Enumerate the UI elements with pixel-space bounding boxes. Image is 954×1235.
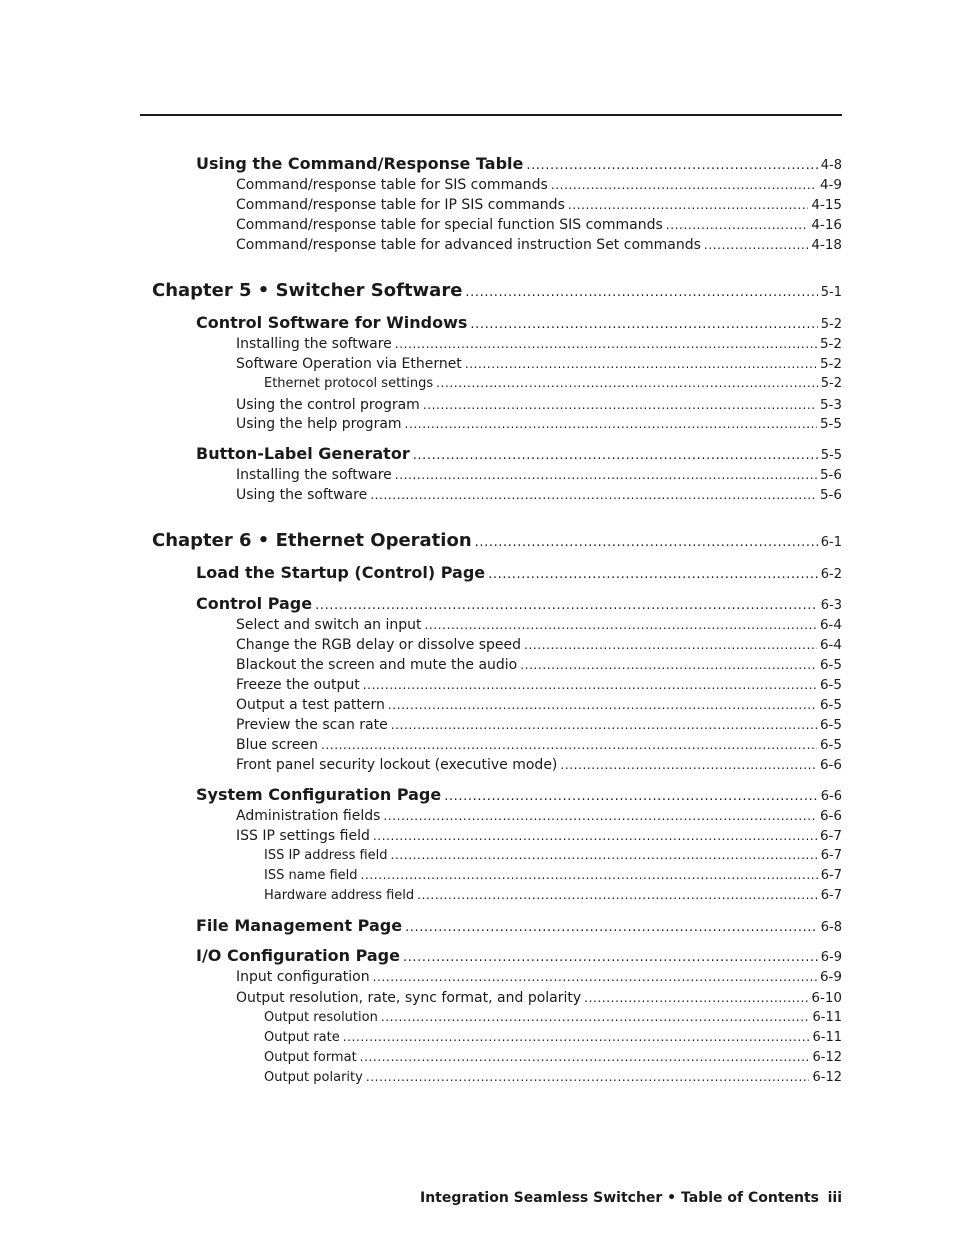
- toc-entry-page: 5-6: [819, 467, 842, 483]
- toc-entry-page: 5-5: [820, 448, 842, 463]
- toc-entry-title: Installing the software: [236, 336, 392, 352]
- toc-entry-page: 6-7: [820, 868, 842, 883]
- toc-dot-leader: [417, 888, 818, 902]
- toc-entry-page: 6-1: [820, 535, 842, 550]
- toc-entry-title: Front panel security lockout (executive mode): [236, 757, 558, 773]
- toc-entry: [236, 487, 842, 503]
- toc-entry-page: 6-5: [819, 657, 842, 673]
- toc-dot-leader: [524, 638, 817, 652]
- toc-entry-page: 6-12: [812, 1070, 842, 1085]
- header-rule: [140, 114, 842, 116]
- toc-dot-leader: [363, 678, 817, 692]
- toc-entry: [236, 197, 842, 213]
- toc-dot-leader: [488, 567, 818, 582]
- toc-entry-page: 6-5: [819, 737, 842, 753]
- toc-dot-leader: [395, 337, 817, 351]
- toc-entry-page: 6-6: [820, 789, 842, 804]
- toc-entry-page: 6-8: [820, 920, 842, 935]
- toc-entry-page: 6-4: [819, 637, 842, 653]
- footer-page-number: iii: [827, 1190, 842, 1206]
- toc-entry-page: 6-9: [820, 950, 842, 965]
- toc-entry-page: 6-4: [819, 617, 842, 633]
- toc-entry: [264, 376, 842, 391]
- toc-entry-title: Output a test pattern: [236, 697, 385, 713]
- toc-dot-leader: [526, 158, 817, 173]
- toc-entry-title: Blackout the screen and mute the audio: [236, 657, 518, 673]
- toc-entry-title: Command/response table for special function SIS commands: [236, 217, 663, 233]
- toc-entry-page: 6-6: [819, 757, 842, 773]
- toc-entry: [196, 946, 842, 965]
- footer-text: Integration Seamless Switcher • Table of Contents: [420, 1190, 820, 1206]
- toc-entry-page: 6-5: [819, 697, 842, 713]
- toc-entry-title: ISS IP address field: [264, 848, 388, 863]
- toc-entry-title: Administration fields: [236, 808, 381, 824]
- toc-dot-leader: [343, 1030, 810, 1044]
- toc-entry-page: 6-10: [811, 990, 842, 1006]
- toc-entry-title: I/O Configuration Page: [196, 946, 400, 965]
- toc-entry: [236, 237, 842, 253]
- toc-dot-leader: [403, 950, 818, 965]
- toc-entry-title: Chapter 5 • Switcher Software: [152, 280, 463, 301]
- toc-entry: [236, 217, 842, 233]
- toc-entry-page: 6-12: [812, 1050, 842, 1065]
- toc-dot-leader: [465, 357, 817, 371]
- toc-entry: [236, 416, 842, 432]
- toc-entry-title: Using the software: [236, 487, 368, 503]
- toc-entry-page: 6-11: [812, 1010, 842, 1025]
- toc-dot-leader: [315, 598, 818, 613]
- toc-entry-page: 6-7: [820, 888, 842, 903]
- toc-entry: [264, 1070, 842, 1085]
- toc-entry: [236, 177, 842, 193]
- toc-entry: [236, 677, 842, 693]
- toc-entry-title: Output resolution: [264, 1010, 378, 1025]
- toc-entry: [236, 657, 842, 673]
- toc-entry: [152, 280, 842, 301]
- toc-entry: [236, 717, 842, 733]
- toc-entry: [236, 356, 842, 372]
- toc-dot-leader: [520, 658, 817, 672]
- toc-entry-page: 6-11: [812, 1030, 842, 1045]
- toc-entry-page: 5-5: [819, 416, 842, 432]
- toc-entry: [236, 637, 842, 653]
- toc-entry-page: 5-3: [819, 397, 842, 413]
- toc-entry-title: Ethernet protocol settings: [264, 376, 434, 391]
- toc-entry-title: Command/response table for IP SIS commands: [236, 197, 565, 213]
- toc-entry-title: Blue screen: [236, 737, 318, 753]
- toc-entry-title: Output polarity: [264, 1070, 363, 1085]
- toc-dot-leader: [321, 738, 817, 752]
- toc-entry: [236, 336, 842, 352]
- toc-dot-leader: [413, 448, 818, 463]
- toc-entry: [196, 444, 842, 463]
- toc-dot-leader: [366, 1070, 810, 1084]
- toc-entry-title: Chapter 6 • Ethernet Operation: [152, 530, 472, 551]
- toc-entry-page: 5-1: [820, 285, 842, 300]
- toc-entry: [196, 785, 842, 804]
- toc-entry-page: 4-18: [811, 237, 842, 253]
- toc-entry-title: Control Software for Windows: [196, 313, 468, 332]
- toc-entry-page: 5-2: [820, 317, 842, 332]
- toc-entry-title: Using the help program: [236, 416, 402, 432]
- toc-entry: [236, 467, 842, 483]
- toc-dot-leader: [584, 991, 808, 1005]
- toc-dot-leader: [391, 848, 818, 862]
- toc-entry-title: ISS IP settings field: [236, 828, 370, 844]
- toc-entry-title: System Configuration Page: [196, 785, 442, 804]
- toc-dot-leader: [470, 317, 817, 332]
- toc-entry: [236, 757, 842, 773]
- toc-entry-title: Command/response table for SIS commands: [236, 177, 548, 193]
- toc-entry: [236, 828, 842, 844]
- toc-entry: [236, 697, 842, 713]
- toc-entry-title: Software Operation via Ethernet: [236, 356, 462, 372]
- toc-dot-leader: [465, 285, 817, 300]
- toc-entry-title: Change the RGB delay or dissolve speed: [236, 637, 522, 653]
- toc-entry-title: Button-Label Generator: [196, 444, 410, 463]
- toc-dot-leader: [361, 868, 818, 882]
- toc-entry: [236, 737, 842, 753]
- toc-entry-title: Input configuration: [236, 969, 370, 985]
- toc-dot-leader: [360, 1050, 810, 1064]
- toc-entry: [196, 154, 842, 173]
- toc-entry-page: 5-2: [820, 376, 842, 391]
- page-footer: [420, 1190, 842, 1206]
- toc-entry: [264, 888, 842, 903]
- toc-dot-leader: [423, 398, 817, 412]
- toc-entry: [236, 969, 842, 985]
- toc-entry-title: Output rate: [264, 1030, 340, 1045]
- toc-entry-title: Output format: [264, 1050, 357, 1065]
- toc-dot-leader: [704, 238, 808, 252]
- toc-entry: [236, 397, 842, 413]
- toc-entry-page: 6-5: [819, 717, 842, 733]
- toc-dot-leader: [666, 218, 809, 232]
- toc-entry-title: Using the control program: [236, 397, 420, 413]
- toc-dot-leader: [568, 198, 808, 212]
- toc-dot-leader: [475, 535, 818, 550]
- toc-dot-leader: [388, 698, 817, 712]
- toc-dot-leader: [395, 468, 817, 482]
- toc-entry-page: 4-9: [819, 177, 842, 193]
- toc-entry-page: 6-5: [819, 677, 842, 693]
- toc-dot-leader: [383, 809, 817, 823]
- toc-dot-leader: [444, 789, 818, 804]
- toc-entry-title: Installing the software: [236, 467, 392, 483]
- toc-entry: [264, 1050, 842, 1065]
- toc-entry-title: Output resolution, rate, sync format, and polarity: [236, 990, 582, 1006]
- toc-entry-title: Preview the scan rate: [236, 717, 388, 733]
- toc-entry-title: ISS name field: [264, 868, 358, 883]
- toc-entry-title: Freeze the output: [236, 677, 360, 693]
- toc-entry-title: Control Page: [196, 594, 313, 613]
- toc-entry: [236, 617, 842, 633]
- toc-dot-leader: [391, 718, 817, 732]
- toc-entry: [236, 808, 842, 824]
- toc-dot-leader: [370, 488, 817, 502]
- toc-entry-page: 6-9: [819, 969, 842, 985]
- toc-entry-page: 6-3: [820, 598, 842, 613]
- toc-entry-page: 6-2: [820, 567, 842, 582]
- toc-entry: [264, 1010, 842, 1025]
- toc-entry-title: Using the Command/Response Table: [196, 154, 524, 173]
- toc-entry: [196, 313, 842, 332]
- toc-entry-page: 6-7: [819, 828, 842, 844]
- toc-entry-page: 5-6: [819, 487, 842, 503]
- toc-dot-leader: [381, 1010, 810, 1024]
- toc-dot-leader: [405, 920, 818, 935]
- toc-entry: [236, 990, 842, 1006]
- toc-dot-leader: [560, 758, 817, 772]
- toc-entry: [264, 1030, 842, 1045]
- toc-entry-page: 4-15: [811, 197, 842, 213]
- toc-dot-leader: [551, 178, 817, 192]
- toc-entry-title: Command/response table for advanced instruction Set commands: [236, 237, 701, 253]
- toc-entry-page: 5-2: [819, 336, 842, 352]
- toc-entry-title: Hardware address field: [264, 888, 415, 903]
- toc-entry: [196, 563, 842, 582]
- toc-entry-page: 5-2: [819, 356, 842, 372]
- toc-entry: [152, 530, 842, 551]
- toc-entry: [264, 848, 842, 863]
- toc-dot-leader: [425, 618, 817, 632]
- toc-dot-leader: [373, 970, 817, 984]
- toc-dot-leader: [436, 376, 818, 390]
- toc-entry-page: 4-8: [820, 158, 842, 173]
- toc-dot-leader: [405, 417, 817, 431]
- toc-entry: [196, 916, 842, 935]
- toc-entry-page: 4-16: [811, 217, 842, 233]
- toc-entry-title: Load the Startup (Control) Page: [196, 563, 486, 582]
- toc-dot-leader: [373, 829, 817, 843]
- toc-entry-page: 6-6: [819, 808, 842, 824]
- toc-entry: [264, 868, 842, 883]
- toc-entry-page: 6-7: [820, 848, 842, 863]
- toc-entry: [196, 594, 842, 613]
- toc-entry-title: Select and switch an input: [236, 617, 422, 633]
- toc-entry-title: File Management Page: [196, 916, 403, 935]
